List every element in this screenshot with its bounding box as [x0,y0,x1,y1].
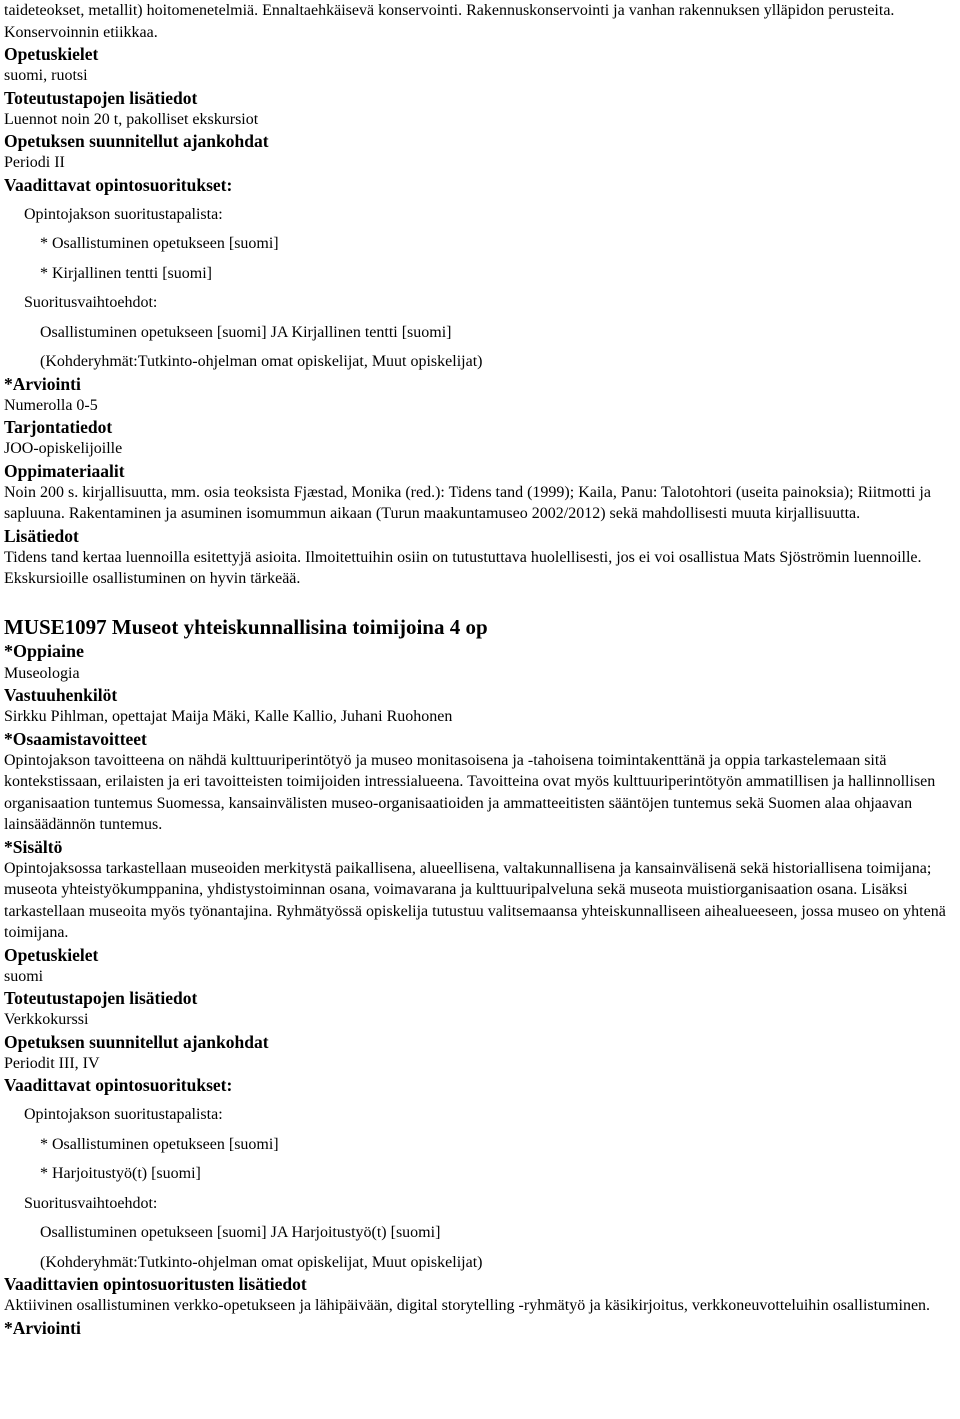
implementation-text: Luennot noin 20 t, pakolliset ekskursiot [4,110,259,128]
target-groups-text: (Kohderyhmät:Tutkinto-ohjelman omat opiskelijat, Muut opiskelijat) [40,353,483,370]
learning-outcomes-heading: *Osaamistavoitteet [4,728,147,749]
timing-heading: Opetuksen suunnitellut ajankohdat [4,131,269,151]
languages-heading: Opetuskielet [4,44,99,64]
alternatives-label: Suoritusvaihtoehdot: [24,1194,158,1212]
content-text: Opintojaksossa tarkastellaan museoiden merkitystä paikallisena, alueellisena, valtakunnallisena ja kansainvälisenä sekä historiallisena toimijana; museota yhteistyökumppanina, yhdistystoiminnan osana, voimavarana ja kulttuuripalveluna sekä museota muistiorganisaation osana. Lisäksi tarkastellaan museoita myös työnantajina. Ryhmätyössä opiskelija tutustuu valitsemaansa yhteiskunnalliseen aihealueeseen, jossa museo on yhtenä toimijana. [4,859,946,941]
materials-heading: Oppimateriaalit [4,460,125,481]
subject-heading: *Oppiaine [4,640,85,661]
additional-info-heading: Lisätiedot [4,525,79,546]
languages-text: suomi [4,967,44,985]
subject-text: Museologia [4,664,80,682]
requirement-item: * Osallistuminen opetukseen [suomi] [40,1135,279,1153]
timing-text: Periodi II [4,154,65,171]
requirement-item: * Kirjallinen tentti [suomi] [40,264,212,282]
grading-heading: *Arviointi [4,373,81,394]
additional-info-text: Tidens tand kertaa luennoilla esitettyjä asioita. Ilmoitettuihin osiin on tutustuttava huolellisesti, jos ei voi osallistua Mats Sjöströmin luennoille. Ekskursioille osallistuminen on hyvin tärkeää. [4,548,922,587]
learning-outcomes-text: Opintojakson tavoitteena on nähdä kulttuuriperintötyö ja museo monitasoisena ja -tahoisena toimintakenttänä ja oppia tarkastelemaan sitä kontekstissaan, erilaisten ja eri tavoitteisten toimijoiden intressialueena. Tavoitteina ovat myös kulttuuriperintötyön ammatillisen ja hallinnollisen organisaation tuntemus Suomessa, kansainvälisten museo-organisaatioiden ja ammatteeitisten sääntöjen tuntemus sekä Suomen alaa ohjaavan lainsäädännön tuntemus. [4,751,936,833]
implementation-text: Verkkokurssi [4,1011,89,1028]
requirements-details-heading: Vaadittavien opintosuoritusten lisätiedot [4,1274,307,1294]
course-title: MUSE1097 Museot yhteiskunnallisina toimijoina 4 op [4,614,488,639]
offering-text: JOO-opiskelijoille [4,440,123,457]
grading-heading: *Arviointi [4,1317,81,1338]
alternatives-text: Osallistuminen opetukseen [suomi] JA Kirjallinen tentti [suomi] [40,323,452,341]
alternatives-text: Osallistuminen opetukseen [suomi] JA Harjoitustyö(t) [suomi] [40,1224,441,1241]
target-groups-text: (Kohderyhmät:Tutkinto-ohjelman omat opiskelijat, Muut opiskelijat) [40,1253,483,1271]
requirements-details-text: Aktiivinen osallistuminen verkko-opetukseen ja lähipäivään, digital storytelling -ryhmätyö ja käsikirjoitus, verkkoneuvotteluihin osallistuminen. [4,1297,931,1314]
requirements-heading: Vaadittavat opintosuoritukset: [4,1075,233,1095]
timing-text: Periodit III, IV [4,1054,100,1072]
timing-heading: Opetuksen suunnitellut ajankohdat [4,1031,269,1052]
implementation-heading: Toteutustapojen lisätiedot [4,988,198,1008]
intro-text: taideteokset, metallit) hoitomenetelmiä. Ennaltaehkäisevä konservointi. Rakennuskonservointi ja vanhan rakennuksen ylläpidon perusteita. Konservoinnin etiikkaa. [4,2,895,41]
requirements-heading: Vaadittavat opintosuoritukset: [4,174,233,195]
implementation-heading: Toteutustapojen lisätiedot [4,87,198,108]
alternatives-label: Suoritusvaihtoehdot: [24,294,158,311]
requirement-item: * Harjoitustyö(t) [suomi] [40,1165,201,1182]
content-heading: *Sisältö [4,836,63,857]
languages-text: suomi, ruotsi [4,67,88,84]
requirement-item: * Osallistuminen opetukseen [suomi] [40,235,279,252]
materials-text: Noin 200 s. kirjallisuutta, mm. osia teoksista Fjæstad, Monika (red.): Tidens tand (1999); Kaila, Panu: Talotohtori (useita painoksia); Riitmotti ja sapluuna. Rakentaminen ja asuminen isomummun aikaan (Turun maakuntamuseo 2002/2012) sekä mahdollisesti muuta kirjallisuutta. [4,483,931,522]
requirements-list-label: Opintojakson suoritustapalista: [24,1106,223,1123]
requirements-list-label: Opintojakson suoritustapalista: [24,205,223,223]
grading-text: Numerolla 0-5 [4,396,98,414]
languages-heading: Opetuskielet [4,944,99,965]
offering-heading: Tarjontatiedot [4,417,113,437]
responsible-text: Sirkku Pihlman, opettajat Maija Mäki, Kalle Kallio, Juhani Ruohonen [4,708,453,725]
responsible-heading: Vastuuhenkilöt [4,685,118,705]
